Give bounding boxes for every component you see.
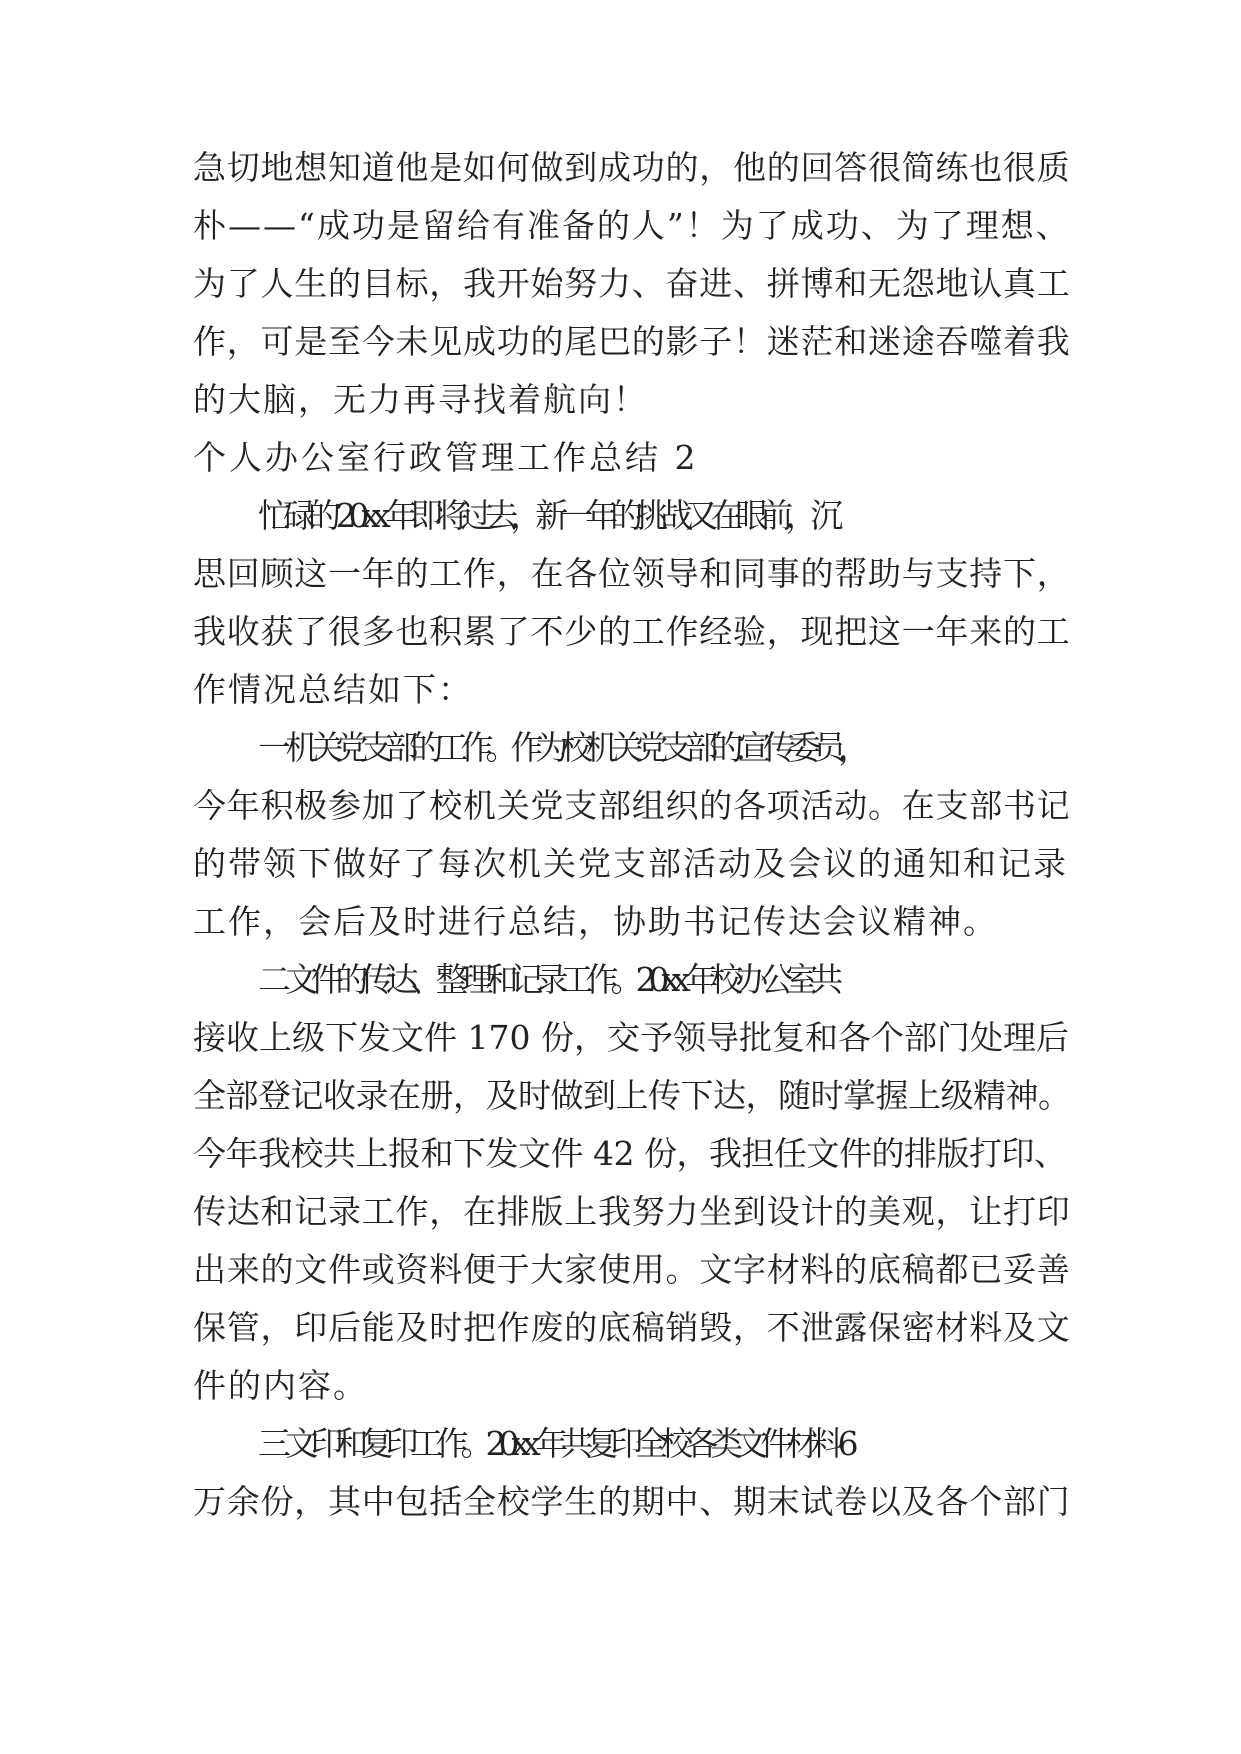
text-line: 思回顾这一年的工作，在各位领导和同事的帮助与支持下， [193,554,1071,593]
text-line: 一 机关党支部的工作。作为校机关党支部的.宣传委员， [258,728,863,767]
text-line: 二 文件的传达、整理和记录工作。20xx 年校办公室共 [258,960,836,999]
text-line: 万余份，其中包括全校学生的期中、期末试卷以及各个部门 [193,1482,1071,1521]
text-line: 今年积极参加了校机关党支部组织的各项活动。在支部书记 [193,786,1071,825]
text-line: 的带领下做好了每次机关党支部活动及会议的通知和记录 [193,844,1068,883]
text-line: 的大脑，无力再寻找着航向！ [193,380,648,419]
text-line: 三 文印和复印工作。20xx 年共复印全校各类文件材料 6 [258,1424,851,1463]
text-line: 朴——“成功是留给有准备的人”！为了成功、为了理想、 [193,206,1071,245]
text-line: 件的内容。 [193,1366,368,1405]
text-line: 接收上级下发文件 170 份，交予领导批复和各个部门处理后 [193,1018,1069,1057]
text-line: 忙碌的 20xx 年即将过去，新一年的挑战又在眼前，沉 [258,496,836,535]
text-line: 为了人生的目标，我开始努力、奋进、拼博和无怨地认真工 [193,264,1071,303]
text-line: 今年我校共上报和下发文件 42 份，我担任文件的排版打印、 [193,1134,1067,1173]
text-line: 作情况总结如下： [193,670,473,709]
text-line: 我收获了很多也积累了不少的工作经验，现把这一年来的工 [193,612,1071,651]
text-line: 出来的文件或资料便于大家使用。文字材料的底稿都已妥善 [193,1250,1071,1289]
text-line: 作，可是至今未见成功的尾巴的影子！迷茫和迷途吞噬着我 [193,322,1071,361]
text-line: 全部登记收录在册，及时做到上传下达，随时掌握上级精神。 [193,1076,1071,1115]
text-line: 急切地想知道他是如何做到成功的，他的回答很简练也很质 [193,148,1071,187]
section-heading: 个人办公室行政管理工作总结 2 [193,438,699,477]
text-line: 保管，印后能及时把作废的底稿销毁，不泄露保密材料及文 [193,1308,1071,1347]
text-line: 传达和记录工作，在排版上我努力坐到设计的美观，让打印 [193,1192,1071,1231]
text-line: 工作，会后及时进行总结，协助书记传达会议精神。 [193,902,998,941]
